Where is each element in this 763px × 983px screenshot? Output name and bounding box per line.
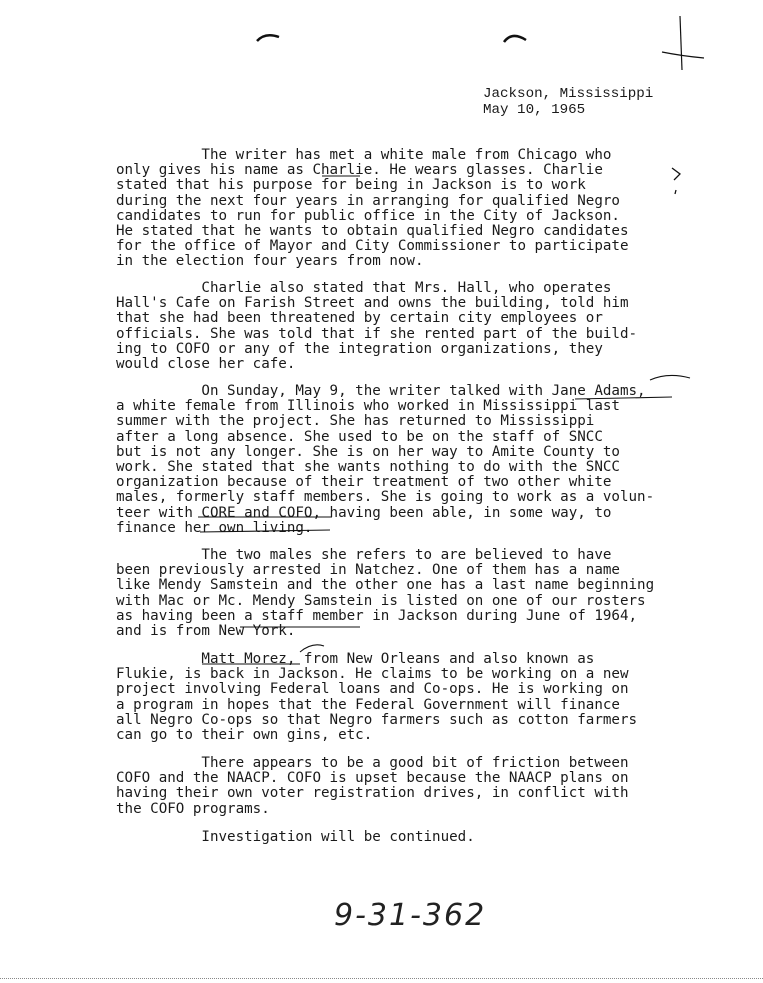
dateline-date: May 10, 1965 bbox=[483, 102, 586, 118]
paragraph-3: On Sunday, May 9, the writer talked with Jane Adams, a white female from Illinois who worked in Mississippi last summer with the project. She has returned to Mississippi after a long absence. She used to be on the staff of SNCC but is not any longer. She is on her way to Amite County to work. She stated that she wants nothing to do with the SNCC organization because of their treatment of two other white males, formerly staff members. She is going to work as a volun- teer with CORE and COFO, having been able, in some way, to finance her own living. bbox=[116, 383, 655, 536]
bottom-edge-rule bbox=[0, 978, 763, 980]
paragraph-1: The writer has met a white male from Chicago who only gives his name as Charlie. He wears glasses. Charlie stated that his purpose for being in Jackson is to work during the next four years in arranging for qualified Negro candidates to run for public office in the City of Jackson. He stated that he wants to obtain qualified Negro candidates for the office of Mayor and City Commissioner to participate in the election four years from now. bbox=[116, 147, 629, 270]
dateline-location: Jackson, Mississippi bbox=[483, 86, 654, 102]
paragraph-5: Matt Morez, from New Orleans and also known as Flukie, is back in Jackson. He claims to be working on a new project involving Federal loans and Co-ops. He is working on a program in hopes that the Federal Government will finance all Negro Co-ops so that Negro farmers such as cotton farmers can go to their own gins, etc. bbox=[116, 651, 638, 744]
file-number: 9-31-362 bbox=[334, 898, 487, 933]
paragraph-6: There appears to be a good bit of friction between COFO and the NAACP. COFO is upset because the NAACP plans on having their own voter registration drives, in conflict with the COFO programs. bbox=[116, 755, 629, 817]
paragraph-2: Charlie also stated that Mrs. Hall, who operates Hall's Cafe on Farish Street and owns the building, told him that she had been threatened by certain city employees or officials. She was told that if she rented part of the build- ing to COFO or any of the integration organizations, they would close her cafe. bbox=[116, 280, 638, 373]
paragraph-4: The two males she refers to are believed to have been previously arrested in Natchez. One of them has a name like Mendy Samstein and the other one has a last name beginning with Mac or Mc. Mendy Samstein is listed on one of our rosters as having been a staff member in Jackson during June of 1964, and is from New York. bbox=[116, 547, 655, 640]
paragraph-7: Investigation will be continued. bbox=[116, 829, 475, 845]
